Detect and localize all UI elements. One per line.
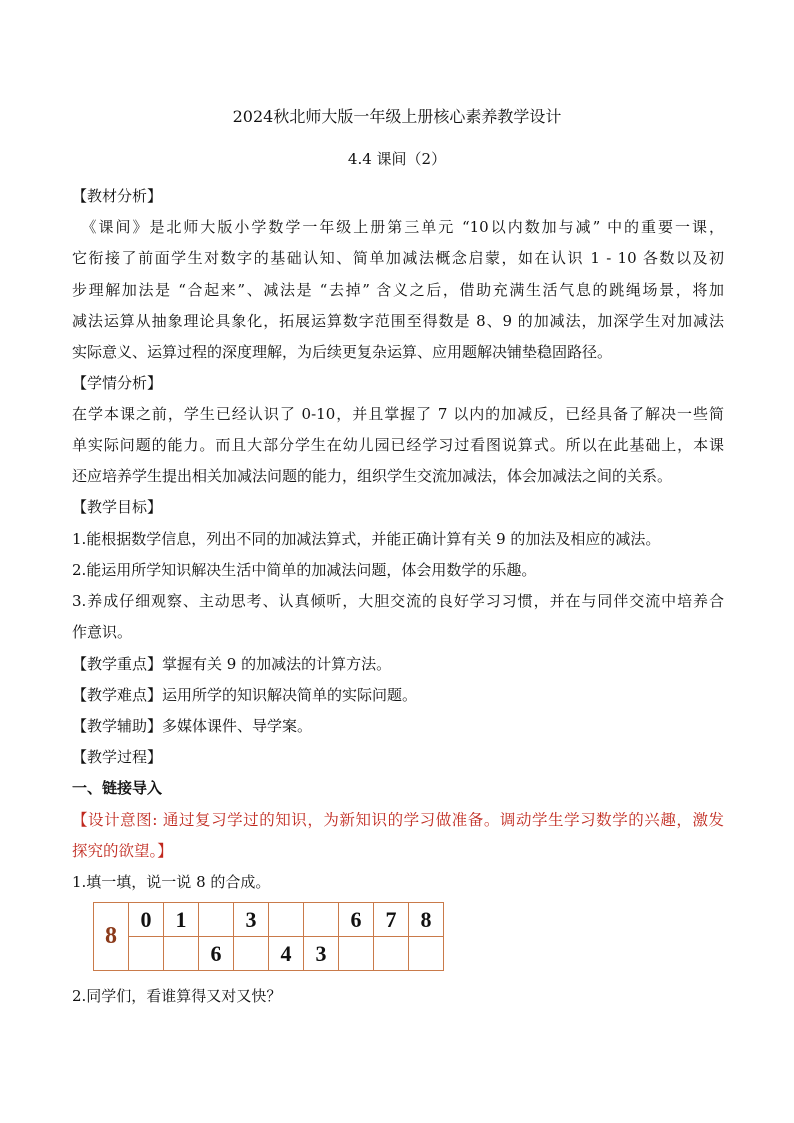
teaching-aid-row [72,716,724,736]
top-cell: 0 [129,903,164,937]
top-cell: 8 [409,903,444,937]
bottom-cell [339,937,374,971]
bottom-cell [164,937,199,971]
goal-1: 1.能根据数学信息，列出不同的加减法算式，并能正确计算有关 9 的加法及相应的减法。 [72,530,661,548]
bottom-cell: 3 [304,937,339,971]
part-one-heading: 一、链接导入 [72,779,163,797]
bottom-cell [234,937,269,971]
heading-teaching-goals: 【教学目标】 [72,498,163,516]
teaching-aid-text: 多媒体课件、导学案。 [162,717,313,735]
student-line-3: 还应培养学生提出相关加减法问题的能力，组织学生交流加减法，体会加减法之间的关系。 [72,467,673,485]
document-title: 2024秋北师大版一年级上册核心素养教学设计 [232,107,562,126]
bottom-cell [409,937,444,971]
composition-table [93,902,444,971]
task-1: 1.填一填，说一说 8 的合成。 [72,873,271,891]
difficulty-text: 运用所学的知识解决简单的实际问题。 [162,686,418,704]
material-line-4: 减法运算从抽象理论具象化，拓展运算数字范围至得数是 8、9 的加减法，加深学生对加减法 [72,312,724,330]
heading-teaching-process: 【教学过程】 [72,748,163,766]
material-line-5: 实际意义、运算过程的深度理解，为后续更复杂运算、应用题解决铺垫稳固路径。 [72,343,613,361]
lesson-subtitle: 4.4 课间（2） [347,150,447,168]
goal-3-continued: 作意识。 [72,623,133,641]
material-line-2: 它衔接了前面学生对数字的基础认知、简单加减法概念启蒙，如在认识 1 - 10 各数以及初 [72,249,724,267]
top-cell [269,903,304,937]
bottom-cell [374,937,409,971]
difficulty-label: 【教学难点】 [72,686,163,704]
key-point-text: 掌握有关 9 的加减法的计算方法。 [162,655,392,673]
top-cell: 7 [374,903,409,937]
bottom-cell: 4 [269,937,304,971]
material-line-3: 步理解加法是 “合起来”、减法是 “去掉” 含义之后，借助充满生活气息的跳绳场景，将加 [72,281,724,299]
top-cell: 6 [339,903,374,937]
heading-student-analysis: 【学情分析】 [72,374,163,392]
student-line-1: 在学本课之前，学生已经认识了 0-10，并且掌握了 7 以内的加减反，已经具备了解决一些简 [72,405,724,423]
bottom-cell [129,937,164,971]
student-line-2: 单实际问题的能力。而且大部分学生在幼儿园已经学习过看图说算式。所以在此基础上，本课 [72,436,724,454]
task-2: 2.同学们，看谁算得又对又快？ [72,987,282,1005]
top-cell [199,903,234,937]
difficulty-row [72,685,724,705]
key-point-label: 【教学重点】 [72,655,163,673]
top-cell: 1 [164,903,199,937]
composition-number: 8 [94,903,129,971]
key-point-row [72,654,724,674]
design-intent-line-2: 探究的欲望。】 [72,842,173,860]
material-line-1: 《课间》是北师大版小学数学一年级上册第三单元 “10以内数加与减” 中的重要一课， [72,218,724,236]
bottom-cell: 6 [199,937,234,971]
goal-2: 2.能运用所学知识解决生活中简单的加减法问题，体会用数学的乐趣。 [72,561,537,579]
design-intent-line-1: 【设计意图: 通过复习学过的知识，为新知识的学习做准备。调动学生学习数学的兴趣，激发 [72,811,724,829]
top-cell [304,903,339,937]
heading-material-analysis: 【教材分析】 [72,187,163,205]
goal-3: 3.养成仔细观察、主动思考、认真倾听，大胆交流的良好学习习惯，并在与同伴交流中培养合 [72,592,724,610]
teaching-aid-label: 【教学辅助】 [72,717,163,735]
top-cell: 3 [234,903,269,937]
